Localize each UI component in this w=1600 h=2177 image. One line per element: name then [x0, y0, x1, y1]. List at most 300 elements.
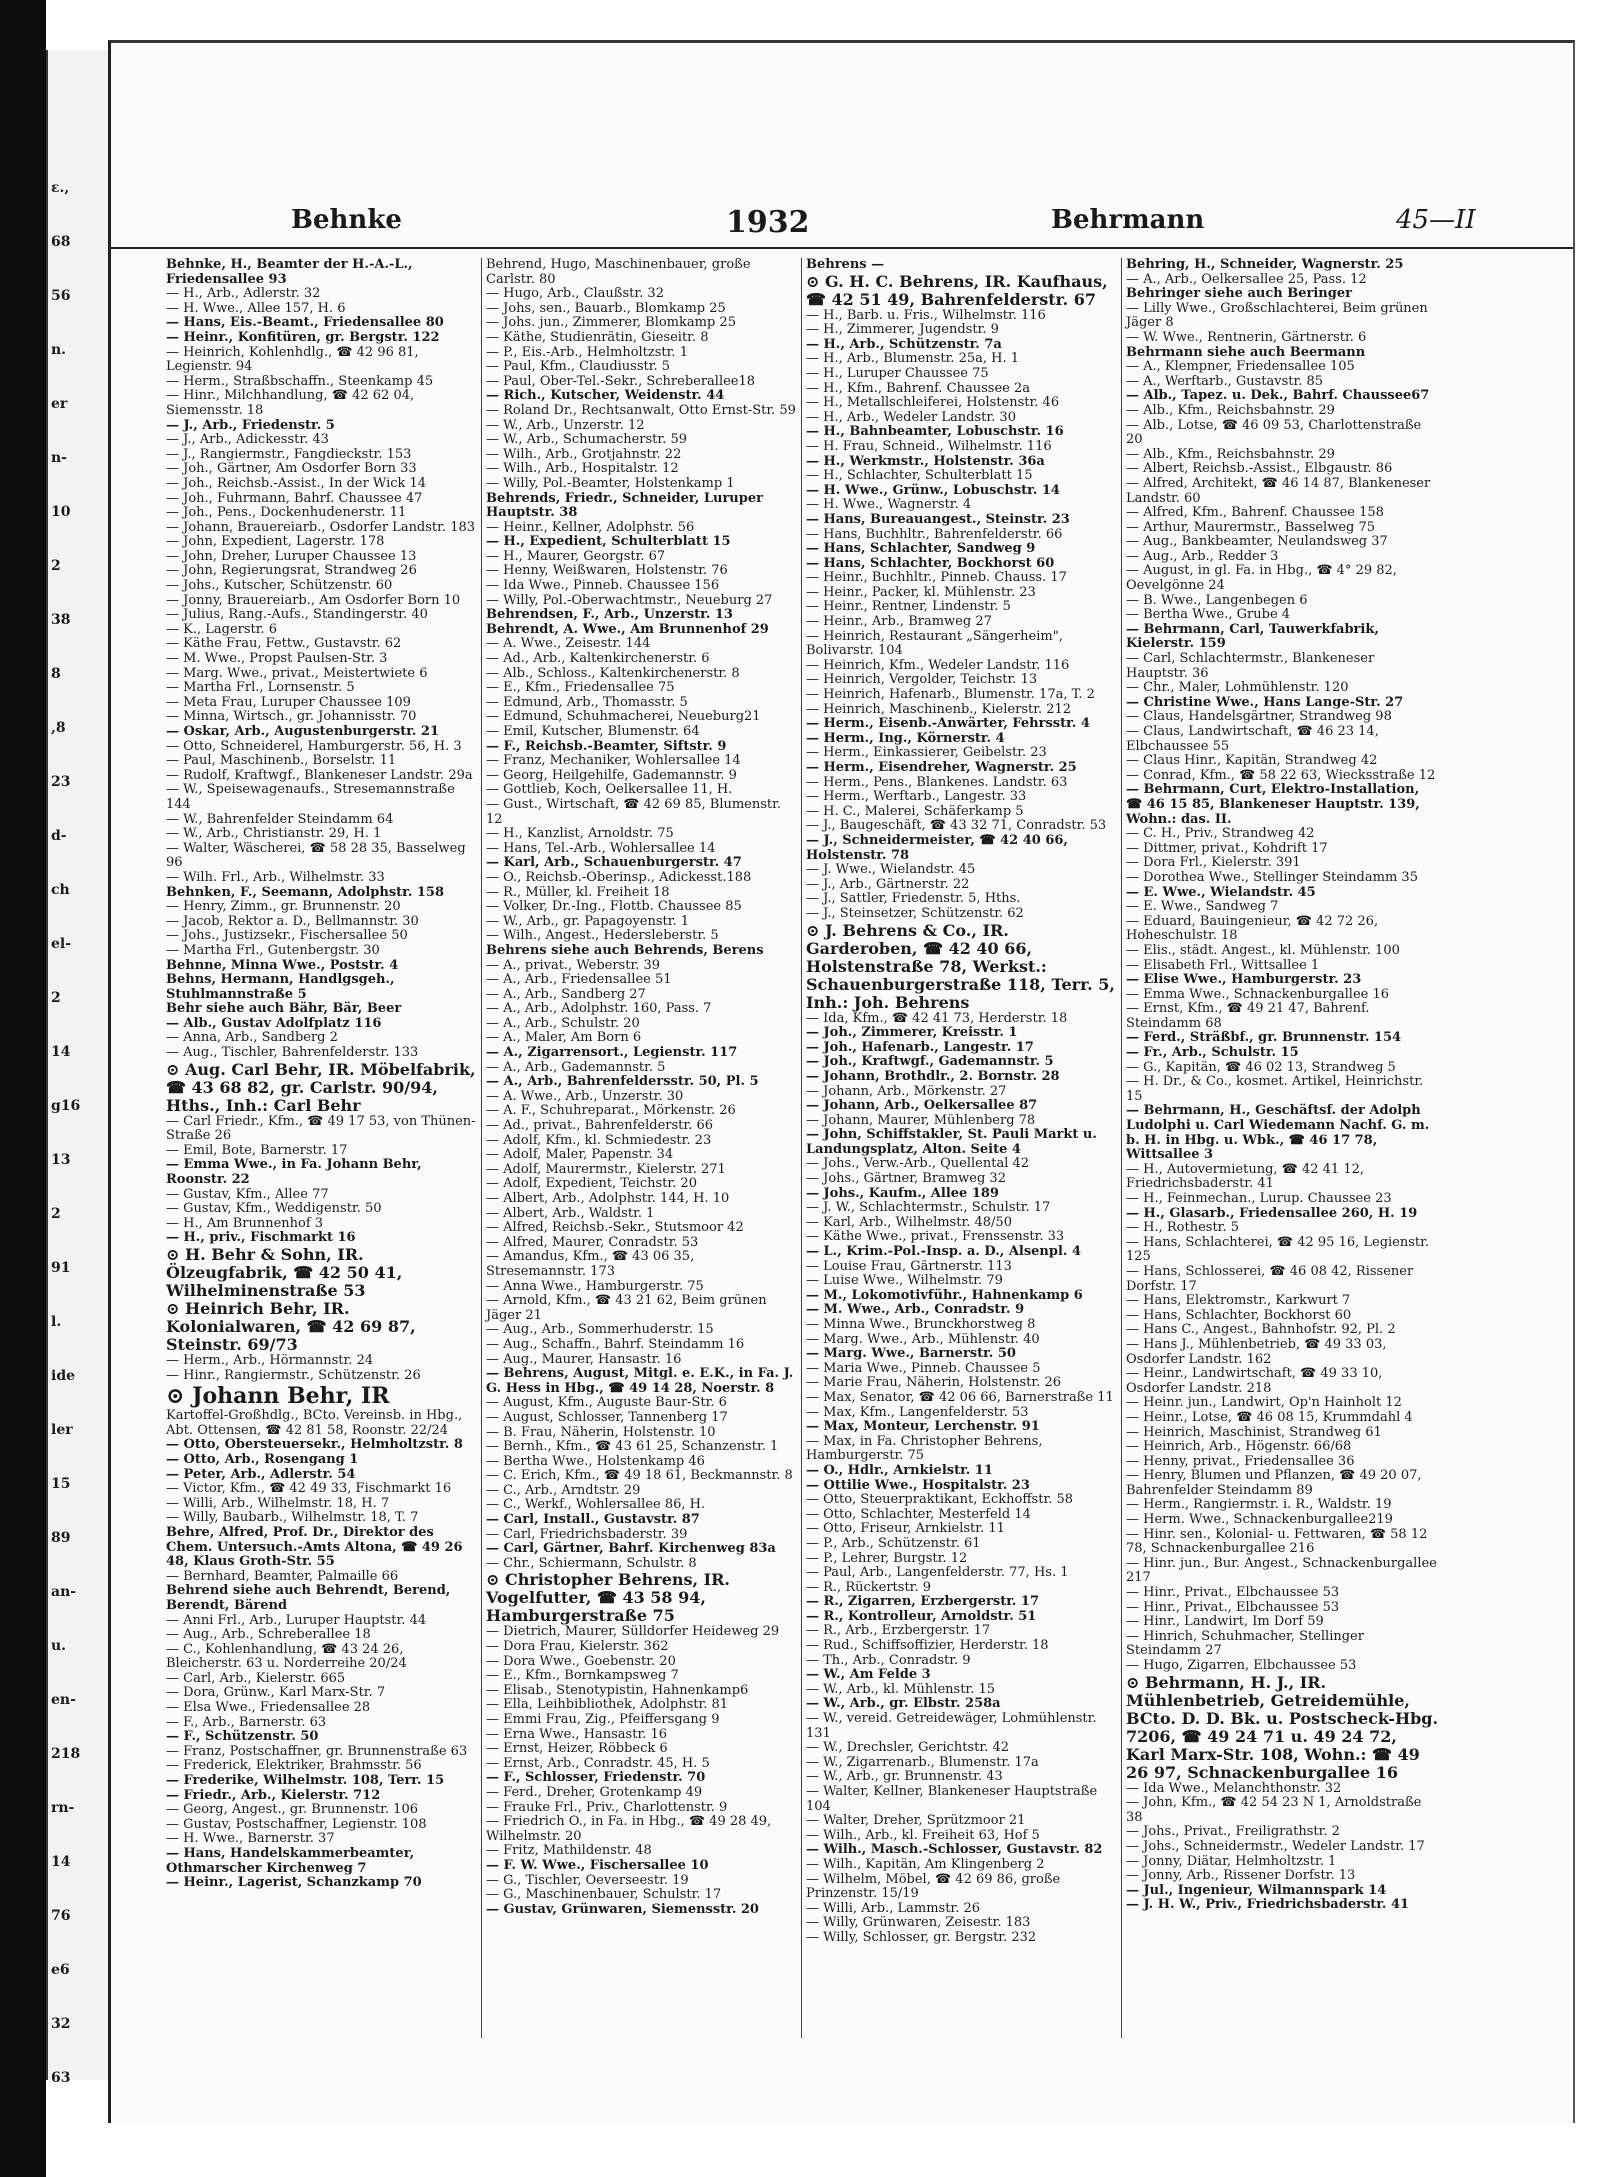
directory-entry: — J. W., Schlachtermstr., Schulstr. 17 — [806, 1200, 1051, 1216]
directory-entry: — Max, Kfm., Langenfelderstr. 53 — [806, 1404, 1029, 1420]
directory-entry: — Dittmer, privat., Kohdrift 17 — [1126, 840, 1328, 856]
directory-entry: — Elsa Wwe., Friedensallee 28 — [166, 1700, 371, 1716]
directory-entry: — H. Wwe., Wagnerstr. 4 — [806, 497, 972, 513]
directory-entry: — Julius, Rang.-Aufs., Standingerstr. 40 — [166, 607, 428, 623]
spine-mark: en- — [51, 1692, 76, 1708]
directory-entry: — Anna Wwe., Hamburgerstr. 75 — [486, 1278, 704, 1294]
directory-entry: — Joh., Kraftwgf., Gademannstr. 5 — [806, 1054, 1054, 1070]
directory-entry: — Herm., Einkassierer, Geibelstr. 23 — [806, 745, 1047, 761]
spine-mark: d- — [51, 828, 67, 844]
directory-entry: — Th., Arb., Conradstr. 9 — [806, 1652, 971, 1668]
directory-entry: — H., Arb., Adlerstr. 32 — [166, 286, 321, 302]
directory-entry: — Johs., Kaufm., Allee 189 — [806, 1185, 999, 1201]
directory-entry: — Alb., Kfm., Reichsbahnstr. 29 — [1126, 446, 1335, 462]
directory-entry: — Hans, Schlachter, Bockhorst 60 — [1126, 1307, 1352, 1323]
directory-entry: Behnne, Minna Wwe., Poststr. 4 — [166, 957, 399, 973]
directory-entry: — F., Schützenstr. 50 — [166, 1729, 319, 1745]
directory-entry: — Ernst, Heizer, Röbbeck 6 — [486, 1741, 668, 1757]
directory-entry: Behre, Alfred, Prof. Dr., Direktor des Chem. Untersuch.-Amts Altona, ☎ 49 26 48, Klaus Groth-Str. 55 — [166, 1524, 463, 1570]
directory-entry: ⊙ Johann Behr, IR — [166, 1383, 390, 1410]
directory-entry: — W., Arb., gr. Elbstr. 258a — [806, 1696, 1001, 1712]
directory-entry: — Hans, Handelskammerbeamter, Othmarscher Kirchenweg 7 — [166, 1846, 415, 1876]
directory-entry: — Ida, Kfm., ☎ 42 41 73, Herderstr. 18 — [806, 1010, 1068, 1026]
directory-entry: — R., Zigarren, Erzbergerstr. 17 — [806, 1594, 1040, 1610]
directory-entry: — R., Müller, kl. Freiheit 18 — [486, 884, 670, 900]
directory-entry: — H., Am Brunnenhof 3 — [166, 1215, 324, 1231]
spine-mark: ide — [51, 1368, 76, 1384]
directory-entry: — Franz, Postschaffner, gr. Brunnenstraße 63 — [166, 1743, 468, 1759]
directory-entry: — Emma Wwe., in Fa. Johann Behr, Roonstr. 22 — [166, 1157, 422, 1188]
directory-entry: — W., Bahrenfelder Steindamm 64 — [166, 811, 394, 827]
directory-entry: — Aug., Tischler, Bahrenfelderstr. 133 — [166, 1045, 419, 1061]
directory-entry: — Rudolf, Kraftwgf., Blankeneser Landstr. 29a — [166, 767, 473, 783]
directory-entry: — Gustav, Kfm., Weddigenstr. 50 — [166, 1201, 382, 1217]
directory-entry: Behrend, Hugo, Maschinenbauer, große Carlstr. 80 — [486, 258, 751, 287]
spine-mark: ε., — [51, 180, 70, 196]
directory-entry: — Herm., Eisendreher, Wagnerstr. 25 — [806, 760, 1077, 775]
directory-entry: — Wilhelm, Möbel, ☎ 42 69 86, große Prinzenstr. 15/19 — [806, 1871, 1061, 1902]
directory-entry: — Dorothea Wwe., Stellinger Steindamm 35 — [1126, 869, 1418, 885]
directory-entry: Behrmann siehe auch Beermann — [1126, 344, 1366, 360]
directory-entry: — Martha Frl., Lornsenstr. 5 — [166, 680, 355, 696]
directory-entry: — A., Werftarb., Gustavstr. 85 — [1126, 373, 1324, 389]
directory-entry: — Ernst, Kfm., ☎ 49 21 47, Bahrenf. Steindamm 68 — [1126, 1001, 1370, 1031]
directory-entry: — Frederike, Wilhelmstr. 108, Terr. 15 — [166, 1773, 445, 1789]
directory-entry: — H., Bahnbeamter, Lobuschstr. 16 — [806, 424, 1064, 440]
directory-entry: — Johs. jun., Zimmerer, Blomkamp 25 — [486, 315, 736, 331]
spine-mark: n. — [51, 342, 67, 358]
directory-entry: — Behrmann, Curt, Elektro-Installation, ☎ 46 15 85, Blankeneser Hauptstr. 139, Wohn.: das. II. — [1126, 782, 1420, 827]
directory-entry: — Rich., Kutscher, Weidenstr. 44 — [486, 388, 725, 404]
directory-entry: — Johs., Gärtner, Bramweg 32 — [806, 1171, 1006, 1187]
directory-entry: — Willy, Pol.-Oberwachtmstr., Neueburg 27 — [486, 592, 773, 608]
directory-entry: — Herm., Arb., Hörmannstr. 24 — [166, 1353, 374, 1368]
directory-entry: — Marg. Wwe., Barnerstr. 50 — [806, 1346, 1016, 1362]
directory-entry: — Käthe Frau, Fettw., Gustavstr. 62 — [166, 636, 402, 652]
directory-entry: — J., Sattler, Friedenstr. 5, Hths. — [806, 891, 1021, 907]
directory-entry: — J. Wwe., Wielandstr. 45 — [806, 862, 976, 878]
directory-entry: — Heinrich, Maschinist, Strandweg 61 — [1126, 1424, 1382, 1440]
directory-entry: — W., Drechsler, Gerichtstr. 42 — [806, 1740, 1009, 1756]
directory-entry: — Claus, Landwirtschaft, ☎ 46 23 14, Elbchaussee 55 — [1126, 724, 1379, 754]
directory-entry: — Edmund, Arb., Thomasstr. 5 — [486, 694, 688, 710]
directory-entry: — Claus Hinr., Kapitän, Strandweg 42 — [1126, 753, 1378, 769]
directory-entry: — E., Kfm., Friedensallee 75 — [486, 680, 675, 696]
directory-entry: — Henry, Zimm., gr. Brunnenstr. 20 — [166, 899, 401, 915]
directory-entry: — W., Arb., gr. Brunnenstr. 43 — [806, 1769, 1003, 1785]
directory-entry: — Heinrich, Vergolder, Teichstr. 13 — [806, 672, 1038, 688]
directory-entry: — Gustav, Postschaffner, Legienstr. 108 — [166, 1816, 427, 1832]
directory-entry: — Jul., Ingenieur, Wilmannspark 14 — [1126, 1882, 1387, 1898]
directory-entry: — Johann, Brothdlr., 2. Bornstr. 28 — [806, 1068, 1060, 1084]
directory-entry: — Fr., Arb., Schulstr. 15 — [1126, 1045, 1299, 1061]
page-header — [111, 193, 1573, 249]
directory-entry: — A., Klempner, Friedensallee 105 — [1126, 359, 1355, 375]
directory-entry: — Hinr., Privat., Elbchaussee 53 — [1126, 1599, 1340, 1615]
directory-entry: — J., Arb., Adickesstr. 43 — [166, 432, 329, 448]
directory-entry: — Johs, sen., Bauarb., Blomkamp 25 — [486, 300, 726, 316]
directory-entry: — Bernh., Kfm., ☎ 43 61 25, Schanzenstr. 1 — [486, 1439, 779, 1455]
directory-entry: — J. H. W., Priv., Friedrichsbaderstr. 41 — [1126, 1897, 1410, 1913]
directory-entry: — H., Arb., Wedeler Landstr. 30 — [806, 409, 1016, 425]
directory-entry: — C., Kohlenhandlung, ☎ 43 24 26, Bleicherstr. 63 u. Norderreihe 20/24 — [166, 1641, 407, 1672]
directory-entry: — Hans C., Angest., Bahnhofstr. 92, Pl. 2 — [1126, 1322, 1396, 1338]
directory-entry: — Ella, Leihbibliothek, Adolphstr. 81 — [486, 1697, 729, 1713]
directory-entry: — P., Arb., Schützenstr. 61 — [806, 1535, 981, 1551]
spine-mark: 14 — [51, 1044, 71, 1060]
directory-entry: — H., Kfm., Bahrenf. Chaussee 2a — [806, 380, 1031, 396]
directory-entry: — H., Arb., Schützenstr. 7a — [806, 336, 1002, 352]
directory-entry: — Herm., Eisenb.-Anwärter, Fehrsstr. 4 — [806, 716, 1090, 732]
directory-entry: — Hinr., Landwirt, Im Dorf 59 — [1126, 1614, 1324, 1630]
directory-entry: — Joh., Hafenarb., Langestr. 17 — [806, 1039, 1034, 1055]
directory-entry: — Behrmann, Carl, Tauwerkfabrik, Kielerstr. 159 — [1126, 621, 1379, 652]
directory-entry: — Heinr., Packer, kl. Mühlenstr. 23 — [806, 584, 1036, 600]
directory-entry: — Joh., Zimmerer, Kreisstr. 1 — [806, 1025, 1018, 1041]
directory-entry: — Aug., Maurer, Hansastr. 16 — [486, 1351, 682, 1367]
directory-entry: — Aug., Bankbeamter, Neulandsweg 37 — [1126, 534, 1388, 550]
directory-entry: — August, Kfm., Auguste Baur-Str. 6 — [486, 1395, 727, 1411]
directory-entry: — Claus, Handelsgärtner, Strandweg 98 — [1126, 709, 1392, 725]
directory-entry: — J., Baugeschäft, ☎ 43 32 71, Conradstr. 53 — [806, 818, 1107, 834]
directory-entry: — W., Speisewagenaufs., Stresemannstraße 144 — [166, 782, 455, 812]
spine-mark: u. — [51, 1638, 67, 1654]
directory-entry: — K., Lagerstr. 6 — [166, 621, 278, 637]
directory-entry: — H., Barb. u. Fris., Wilhelmstr. 116 — [806, 307, 1046, 323]
directory-entry: — H. Wwe., Barnerstr. 37 — [166, 1831, 335, 1847]
directory-entry: — Ad., Arb., Kaltenkirchenerstr. 6 — [486, 651, 710, 667]
directory-entry: — Arnold, Kfm., ☎ 43 21 62, Beim grünen Jäger 21 — [486, 1293, 767, 1323]
directory-entry: ⊙ H. Behr & Sohn, IR. Ölzeugfabrik, ☎ 42 50 41, Wilhelminenstraße 53 — [166, 1245, 403, 1300]
directory-entry: — H., Rothestr. 5 — [1126, 1220, 1239, 1236]
directory-entry: — Johs., Privat., Freiligrathstr. 2 — [1126, 1824, 1340, 1840]
directory-entry: — Paul, Arb., Langenfelderstr. 77, Hs. 1 — [806, 1565, 1069, 1581]
directory-entry: — Volker, Dr.-Ing., Flottb. Chaussee 85 — [486, 899, 742, 915]
directory-entry: — Carl, Arb., Kielerstr. 665 — [166, 1670, 346, 1686]
directory-entry: — C. Erich, Kfm., ☎ 49 18 61, Beckmannstr. 8 — [486, 1468, 793, 1484]
directory-entry: — Emil, Bote, Barnerstr. 17 — [166, 1142, 348, 1158]
directory-entry: — W., Arb., Schumacherstr. 59 — [486, 432, 687, 448]
directory-entry: — Georg, Heilgehilfe, Gademannstr. 9 — [486, 767, 737, 783]
spine-mark: 32 — [51, 2016, 71, 2032]
directory-entry: — Aug., Arb., Sommerhuderstr. 15 — [486, 1322, 714, 1338]
page-number: 45—II — [1396, 205, 1476, 235]
directory-entry: — Ad., privat., Bahrenfelderstr. 66 — [486, 1118, 713, 1134]
directory-entry: — B. Wwe., Langenbegen 6 — [1126, 592, 1308, 608]
directory-entry: — Joh., Gärtner, Am Osdorfer Born 33 — [166, 461, 417, 477]
directory-entry: — A. Wwe., Arb., Unzerstr. 30 — [486, 1088, 684, 1104]
directory-entry: — Heinrich, Maschinenb., Kielerstr. 212 — [806, 701, 1072, 717]
directory-entry: — Jonny, Diätar, Helmholtzstr. 1 — [1126, 1853, 1337, 1869]
directory-entry: — Paul, Ober-Tel.-Sekr., Schreberallee18 — [486, 373, 756, 389]
directory-entry: — Jonny, Brauereiarb., Am Osdorfer Born 10 — [166, 592, 461, 608]
directory-entry: — Käthe, Studienrätin, Gieseitr. 8 — [486, 329, 709, 345]
directory-entry: — Hugo, Arb., Claußstr. 32 — [486, 286, 664, 302]
directory-entry: — W., Zigarrenarb., Blumenstr. 17a — [806, 1754, 1039, 1770]
column-2 — [483, 258, 802, 2038]
directory-entry: — Hinrich, Schuhmacher, Stellinger Steindamm 27 — [1126, 1628, 1364, 1659]
directory-entry: — Heinr., Buchhltr., Pinneb. Chauss. 17 — [806, 570, 1067, 586]
directory-entry: — August, in gl. Fa. in Hbg., ☎ 4° 29 82, Oevelgönne 24 — [1126, 563, 1397, 594]
directory-entry: — J., Rangiermstr., Fangdieckstr. 153 — [166, 446, 412, 462]
directory-entry: — Ida Wwe., Pinneb. Chaussee 156 — [486, 578, 720, 594]
header-year: 1932 — [726, 205, 810, 240]
directory-entry: — Wilh. Frl., Arb., Wilhelmstr. 33 — [166, 869, 385, 885]
directory-entry: — Minna, Wirtsch., gr. Johannisstr. 70 — [166, 709, 417, 725]
directory-entry: — Aug., Arb., Redder 3 — [1126, 548, 1279, 564]
column-1 — [163, 258, 482, 2038]
directory-entry: — Joh., Fuhrmann, Bahrf. Chaussee 47 — [166, 490, 423, 506]
directory-entry: ⊙ Aug. Carl Behr, IR. Möbelfabrik, ☎ 43 68 82, gr. Carlstr. 90/94, Hths., Inh.: Carl Behr — [166, 1059, 476, 1115]
directory-entry: — Hans, Schlachter, Bockhorst 60 — [806, 555, 1055, 571]
directory-entry: — Walter, Wäscherei, ☎ 58 28 35, Basselweg 96 — [166, 840, 466, 871]
directory-entry: — Albert, Arb., Adolphstr. 144, H. 10 — [486, 1191, 730, 1206]
directory-entry: — Heinr., Landwirtschaft, ☎ 49 33 10, Osdorfer Landstr. 218 — [1126, 1366, 1383, 1396]
directory-entry: — J., Arb., Friedenstr. 5 — [166, 417, 335, 433]
directory-entry: — H., Schlachter, Schulterblatt 15 — [806, 468, 1033, 484]
directory-entry: — Hans, Schlachterei, ☎ 42 95 16, Legienstr. 125 — [1126, 1234, 1430, 1265]
column-3 — [803, 258, 1122, 2038]
directory-entry: — Eduard, Bauingenieur, ☎ 42 72 26, Hoheschulstr. 18 — [1126, 913, 1379, 944]
spine-mark: 14 — [51, 1854, 71, 1870]
directory-entry: — Heinrich, Arb., Högenstr. 66/68 — [1126, 1439, 1352, 1455]
directory-entry: — Henny, privat., Friedensallee 36 — [1126, 1453, 1355, 1469]
directory-entry: — H., Kanzlist, Arnoldstr. 75 — [486, 826, 674, 842]
spine-mark: 2 — [51, 990, 61, 1006]
directory-entry: — A., Zigarrensort., Legienstr. 117 — [486, 1045, 738, 1061]
header-right-keyword: Behrmann — [1051, 205, 1205, 235]
directory-entry: — O., Hdlr., Arnkielstr. 11 — [806, 1462, 993, 1478]
directory-entry: — A., Arb., Oelkersallee 25, Pass. 12 — [1126, 271, 1367, 287]
directory-entry: — Minna Wwe., Brunckhorstweg 8 — [806, 1317, 1036, 1332]
directory-entry: — Willy, Baubarb., Wilhelmstr. 18, T. 7 — [166, 1510, 419, 1526]
directory-entry: — Heinr. jun., Landwirt, Op'n Hainholt 12 — [1126, 1395, 1402, 1411]
directory-entry: — Bertha Wwe., Holstenkamp 46 — [486, 1453, 705, 1469]
directory-entry: — H., Arb., Blumenstr. 25a, H. 1 — [806, 351, 1020, 367]
directory-entry: — Otto, Steuerpraktikant, Eckhoffstr. 58 — [806, 1492, 1074, 1508]
directory-entry: — Behrmann, H., Geschäftsf. der Adolph Ludolphi u. Carl Wiedemann Nachf. G. m. b. H. in Hbg. u. Wbk., ☎ 46 17 78, Wittsallee 3 — [1126, 1103, 1430, 1163]
directory-entry: — Aug., Schaffn., Bahrf. Steindamm 16 — [486, 1336, 745, 1352]
directory-entry: — Lilly Wwe., Großschlachterei, Beim grünen Jäger 8 — [1126, 300, 1428, 331]
directory-entry: — Carl Friedr., Kfm., ☎ 49 17 53, von Thünen-Straße 26 — [166, 1113, 476, 1144]
directory-entry: — Anni Frl., Arb., Luruper Hauptstr. 44 — [166, 1612, 427, 1628]
directory-entry: — J., Steinsetzer, Schützenstr. 62 — [806, 905, 1024, 921]
directory-entry: — Alfred, Architekt, ☎ 46 14 87, Blankeneser Landstr. 60 — [1126, 475, 1431, 506]
directory-entry: Behrends, Friedr., Schneider, Luruper Hauptstr. 38 — [486, 490, 763, 521]
directory-entry: — Alb., Kfm., Reichsbahnstr. 29 — [1126, 402, 1335, 418]
directory-entry: — Max, Senator, ☎ 42 06 66, Barnerstraße 11 — [806, 1389, 1114, 1405]
directory-entry: — L., Krim.-Pol.-Insp. a. D., Alsenpl. 4 — [806, 1244, 1082, 1260]
directory-entry: — Hans, Elektromstr., Karkwurt 7 — [1126, 1293, 1351, 1309]
directory-entry: — Adolf, Maurermstr., Kielerstr. 271 — [486, 1161, 726, 1177]
directory-entry: — Franz, Mechaniker, Wohlersallee 14 — [486, 753, 741, 769]
directory-entry: — Albert, Reichsb.-Assist., Elbgaustr. 86 — [1126, 461, 1393, 477]
spine-mark: 8 — [51, 666, 61, 682]
directory-entry: — F., Arb., Barnerstr. 63 — [166, 1714, 327, 1730]
directory-entry: — Elis., städt. Angest., kl. Mühlenstr. 100 — [1126, 942, 1400, 958]
directory-entry: — Willy, Grünwaren, Zeisestr. 183 — [806, 1915, 1031, 1931]
directory-entry: — E., Kfm., Bornkampsweg 7 — [486, 1668, 679, 1684]
directory-entry: — Wilh., Masch.-Schlosser, Gustavstr. 82 — [806, 1842, 1103, 1858]
directory-entry: — Johann, Arb., Oelkersallee 87 — [806, 1098, 1038, 1114]
directory-entry: — Wilh., Arb., Hospitalstr. 12 — [486, 461, 679, 477]
directory-entry: — C. H., Priv., Strandweg 42 — [1126, 826, 1315, 842]
directory-entry: — Rud., Schiffsoffizier, Herderstr. 18 — [806, 1638, 1049, 1654]
directory-entry: — Conrad, Kfm., ☎ 58 22 63, Wiecksstraße 12 — [1126, 767, 1436, 783]
directory-entry: — Heinr., Lotse, ☎ 46 08 15, Krummdahl 4 — [1126, 1409, 1413, 1425]
directory-entry: — Heinr., Rentner, Lindenstr. 5 — [806, 599, 1011, 615]
directory-entry: — Willy, Schlosser, gr. Bergstr. 232 — [806, 1929, 1037, 1945]
directory-entry: — M. Wwe., Arb., Conradstr. 9 — [806, 1302, 1025, 1318]
directory-entry: — Dora Frau, Kielerstr. 362 — [486, 1639, 669, 1655]
directory-entry: — Henny, Weißwaren, Holstenstr. 76 — [486, 563, 728, 579]
directory-entry: — Gustav, Grünwaren, Siemensstr. 20 — [486, 1901, 759, 1917]
directory-entry: — Otto, Schlachter, Mesterfeld 14 — [806, 1506, 1031, 1522]
directory-entry: — Bertha Wwe., Grube 4 — [1126, 607, 1291, 623]
directory-entry: — John, Schiffstakler, St. Pauli Markt u. Landungsplatz, Alton. Seite 4 — [806, 1127, 1097, 1157]
directory-entry: ⊙ Christopher Behrens, IR. Vogelfutter, ☎ 43 58 94, Hamburgerstraße 75 — [486, 1570, 730, 1626]
directory-entry: — Frauke Frl., Priv., Charlottenstr. 9 — [486, 1799, 728, 1815]
directory-entry: — O., Reichsb.-Oberinsp., Adickesst.188 — [486, 869, 752, 885]
directory-entry: — W., Arb., Unzerstr. 12 — [486, 417, 645, 433]
directory-entry: — Maria Wwe., Pinneb. Chaussee 5 — [806, 1360, 1041, 1376]
directory-entry: — Erna Wwe., Hansastr. 16 — [486, 1726, 668, 1742]
directory-entry: Behrend siehe auch Behrendt, Berend, Berendt, Bärend — [166, 1583, 451, 1613]
directory-columns — [163, 258, 1523, 2038]
spine-mark: 63 — [51, 2070, 71, 2086]
directory-entry: — Alb., Lotse, ☎ 46 09 53, Charlottenstraße 20 — [1126, 417, 1422, 448]
spine-mark: l. — [51, 1314, 62, 1330]
directory-entry: — Elisab., Stenotypistin, Hahnenkamp6 — [486, 1682, 749, 1698]
directory-entry: — Oskar, Arb., Augustenburgerstr. 21 — [166, 724, 440, 739]
directory-entry: — M. Wwe., Propst Paulsen-Str. 3 — [166, 651, 388, 667]
directory-entry: — G., Kapitän, ☎ 46 02 13, Strandweg 5 — [1126, 1059, 1396, 1075]
directory-entry: Behns, Hermann, Handlgsgeh., Stuhlmannstraße 5 — [166, 972, 395, 1002]
directory-entry: — Bernhard, Beamter, Palmaille 66 — [166, 1568, 399, 1584]
directory-entry: Behrendsen, F., Arb., Unzerstr. 13 — [486, 607, 733, 623]
directory-entry: — Heinrich, Hafenarb., Blumenstr. 17a, T. 2 — [806, 687, 1095, 703]
directory-entry: — Ida Wwe., Melanchthonstr. 32 — [1126, 1780, 1342, 1796]
directory-entry: — John, Regierungsrat, Strandweg 26 — [166, 563, 417, 579]
directory-entry: — Hinr. sen., Kolonial- u. Fettwaren, ☎ 58 12 78, Schnackenburgallee 216 — [1126, 1526, 1428, 1557]
directory-entry: — H., Maurer, Georgstr. 67 — [486, 548, 666, 564]
previous-page-edge — [46, 50, 110, 2086]
spine-mark: 76 — [51, 1908, 71, 1924]
directory-entry: — Willy, Pol.-Beamter, Holstenkamp 1 — [486, 475, 735, 491]
directory-entry: — Otto, Schneiderel, Hamburgerstr. 56, H. 3 — [166, 738, 462, 754]
directory-entry: — Chr., Maler, Lohmühlenstr. 120 — [1126, 680, 1349, 696]
directory-entry: — Johs., Schneidermstr., Wedeler Landstr. 17 — [1126, 1838, 1425, 1854]
directory-entry: — F. W. Wwe., Fischersallee 10 — [486, 1857, 709, 1873]
directory-entry: — Hans, Bureauangest., Steinstr. 23 — [806, 511, 1070, 527]
directory-entry: — Hans J., Mühlenbetrieb, ☎ 49 33 03, Osdorfer Landstr. 162 — [1126, 1336, 1387, 1367]
directory-entry: — Fritz, Mathildenstr. 48 — [486, 1843, 652, 1859]
directory-entry: — Paul, Kfm., Claudiusstr. 5 — [486, 359, 671, 375]
spine-mark: 89 — [51, 1530, 71, 1546]
directory-entry: — Hinr., Milchhandlung, ☎ 42 62 04, Siemensstr. 18 — [166, 388, 415, 418]
spine-mark: 218 — [51, 1746, 81, 1762]
directory-entry: — Gustav, Kfm., Allee 77 — [166, 1186, 329, 1202]
directory-entry: — Max, Monteur, Lerchenstr. 91 — [806, 1419, 1040, 1435]
directory-entry: — Herm., Straßbschaffn., Steenkamp 45 — [166, 373, 434, 389]
directory-entry: — Alb., Schloss., Kaltenkirchenerstr. 8 — [486, 665, 740, 681]
directory-entry: — R., Rückertstr. 9 — [806, 1579, 931, 1595]
directory-entry: — Friedrich O., in Fa. in Hbg., ☎ 49 28 49, Wilhelmstr. 20 — [486, 1814, 772, 1844]
directory-entry: — Herm., Rangiermstr. i. R., Waldstr. 19 — [1126, 1497, 1392, 1513]
directory-entry: — A., Arb., Gademannstr. 5 — [486, 1059, 666, 1075]
directory-entry: — H., Glasarb., Friedensallee 260, H. 19 — [1126, 1205, 1418, 1221]
directory-entry: — W., Am Felde 3 — [806, 1667, 931, 1683]
directory-entry: — August, Schlosser, Tannenberg 17 — [486, 1409, 728, 1425]
directory-entry: — Luise Wwe., Wilhelmstr. 79 — [806, 1273, 1003, 1289]
directory-entry: — Johs., Verw.-Arb., Quellental 42 — [806, 1156, 1030, 1172]
directory-entry: — Max, in Fa. Christopher Behrens, Hamburgerstr. 75 — [806, 1433, 1043, 1464]
directory-entry: — Käthe Wwe., privat., Frenssenstr. 33 — [806, 1229, 1065, 1245]
directory-entry: — Alfred, Reichsb.-Sekr., Stutsmoor 42 — [486, 1220, 744, 1236]
directory-entry: — H., Metallschleiferei, Holstenstr. 46 — [806, 395, 1060, 411]
directory-entry: — Martha Frl., Gutenbergstr. 30 — [166, 942, 380, 958]
directory-entry: — Adolf, Expedient, Teichstr. 20 — [486, 1176, 697, 1192]
directory-entry: — Wilh., Arb., Grotjahnstr. 22 — [486, 446, 682, 462]
directory-entry: — H., Autovermietung, ☎ 42 41 12, Friedrichsbaderstr. 41 — [1126, 1161, 1365, 1192]
directory-entry: — H. Wwe., Grünw., Lobuschstr. 14 — [806, 482, 1060, 498]
directory-entry: — Johann, Arb., Mörkenstr. 27 — [806, 1083, 1007, 1099]
directory-entry: — Albert, Arb., Waldstr. 1 — [486, 1205, 655, 1221]
directory-entry: — J., Arb., Gärtnerstr. 22 — [806, 876, 970, 892]
directory-entry: — Aug., Arb., Schreberallee 18 — [166, 1627, 371, 1643]
directory-entry: Behringer siehe auch Beringer — [1126, 286, 1352, 302]
directory-entry: — A. Wwe., Zeisestr. 144 — [486, 636, 651, 652]
directory-entry: — Paul, Maschinenb., Borselstr. 11 — [166, 753, 397, 769]
spine-mark: 10 — [51, 504, 71, 520]
spine-mark: er — [51, 396, 68, 412]
book-spine — [0, 0, 46, 2177]
directory-entry: — Wilh., Kapitän, Am Klingenberg 2 — [806, 1856, 1045, 1872]
directory-entry: — H. C., Malerei, Schäferkamp 5 — [806, 803, 1024, 819]
directory-entry: — Marie Frau, Näherin, Holstenstr. 26 — [806, 1375, 1061, 1391]
directory-entry: — Frederick, Elektriker, Brahmsstr. 56 — [166, 1758, 422, 1774]
directory-entry: — Elisabeth Frl., Wittsallee 1 — [1126, 957, 1320, 973]
directory-entry: — Victor, Kfm., ☎ 42 49 33, Fischmarkt 16 — [166, 1481, 452, 1497]
directory-entry: — B. Frau, Näherin, Holstenstr. 10 — [486, 1424, 716, 1440]
directory-entry: — Emil, Kutscher, Blumenstr. 64 — [486, 724, 700, 739]
directory-entry: Behnke, H., Beamter der H.-A.-L., Friedensallee 93 — [166, 258, 413, 287]
directory-entry: — H., Feinmechan., Lurup. Chaussee 23 — [1126, 1191, 1392, 1206]
directory-entry: — Walter, Kellner, Blankeneser Hauptstraße 104 — [806, 1784, 1098, 1814]
directory-entry: — Otto, Arb., Rosengang 1 — [166, 1451, 359, 1467]
directory-entry: — Herm., Ing., Körnerstr. 4 — [806, 730, 1005, 746]
directory-entry: — Heinr., Konfitüren, gr. Bergstr. 122 — [166, 329, 440, 345]
directory-entry: — Heinrich, Kohlenhdlg., ☎ 42 96 81, Legienstr. 94 — [166, 344, 419, 375]
spine-mark: ,8 — [51, 720, 66, 736]
directory-entry: — R., Kontrolleur, Arnoldstr. 51 — [806, 1608, 1037, 1624]
directory-entry: — Heinr., Lagerist, Schanzkamp 70 — [166, 1875, 422, 1891]
directory-entry: — Arthur, Maurermstr., Basselweg 75 — [1126, 519, 1376, 535]
directory-entry: — Willi, Arb., Wilhelmstr. 18, H. 7 — [166, 1495, 390, 1511]
directory-entry: — Dietrich, Maurer, Sülldorfer Heideweg 29 — [486, 1624, 780, 1640]
directory-entry: — Behrens, August, Mitgl. e. E.K., in Fa. J. G. Hess in Hbg., ☎ 49 14 28, Noerstr. 8 — [486, 1366, 794, 1396]
directory-entry: ⊙ G. H. C. Behrens, IR. Kaufhaus, ☎ 42 51 49, Bahrenfelderstr. 67 — [806, 271, 1108, 309]
directory-entry: — F., Schlosser, Friedenstr. 70 — [486, 1770, 706, 1786]
spine-mark: 2 — [51, 558, 61, 574]
directory-entry: — Alb., Tapez. u. Dek., Bahrf. Chaussee67 — [1126, 388, 1430, 404]
directory-entry: — H. Frau, Schneid., Wilhelmstr. 116 — [806, 438, 1052, 454]
directory-entry: — J., Schneidermeister, ☎ 42 40 66, Holstenstr. 78 — [806, 832, 1068, 863]
directory-page — [108, 40, 1575, 2123]
directory-entry: — Elise Wwe., Hamburgerstr. 23 — [1126, 972, 1362, 988]
directory-entry: — Joh., Pens., Dockenhudenerstr. 11 — [166, 505, 407, 521]
directory-entry: — Johann, Brauereiarb., Osdorfer Landstr. 183 — [166, 519, 476, 535]
